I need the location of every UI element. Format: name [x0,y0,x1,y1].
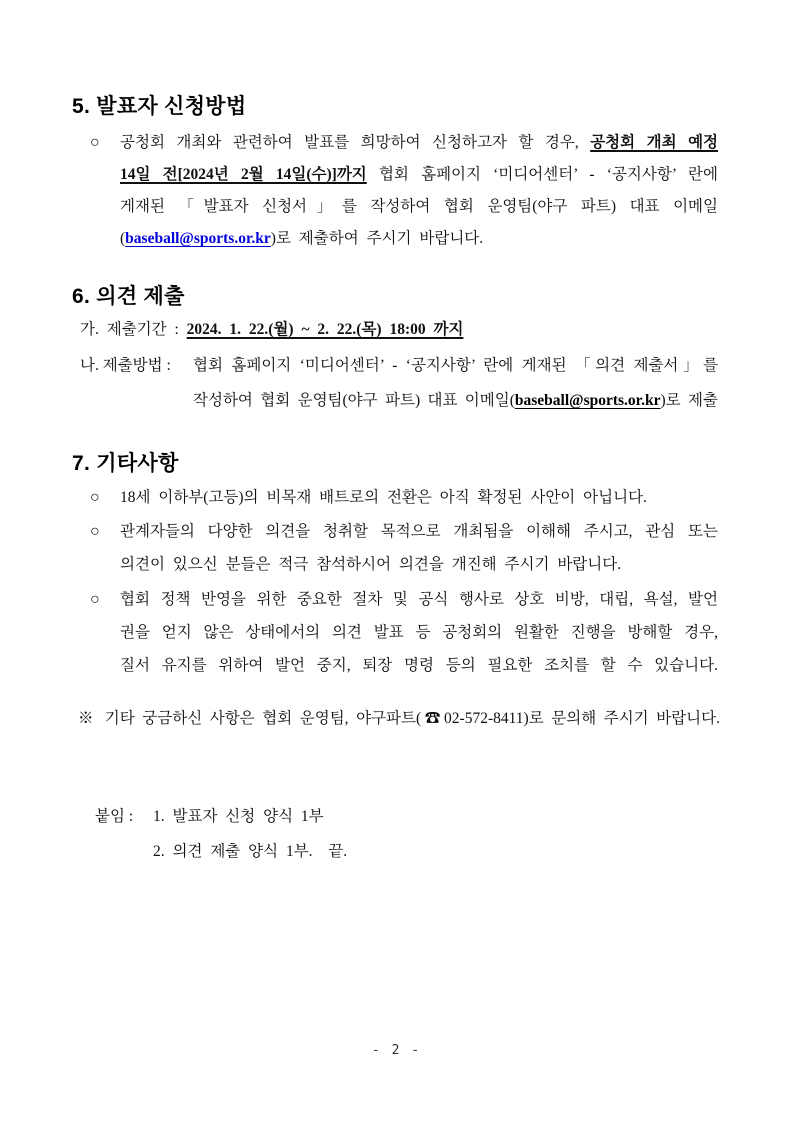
attachment-row-2 [95,834,347,869]
paragraph-line: 관계자들의 다양한 의견을 청취할 목적으로 개최됨을 이해해 주시고, 관심 또는 [120,523,718,540]
submission-period-value: 2024. 1. 22.(월) ~ 2. 22.(목) 18:00 까지 [186,321,464,338]
paragraph-line [193,383,718,418]
body-text-segment: ( [120,230,126,247]
body-text-segment: 협회 홈페이지 ‘미디어센터’ - ‘공지사항’ 란에 [366,166,718,183]
attachment-row-1 [95,799,347,834]
body-text-segment: 작성하여 협회 운영팀(야구 파트) 대표 이메일( [193,392,515,409]
paragraph-line [120,223,718,255]
submission-method-row [80,348,718,418]
inquiry-note: ※ 기타 궁금하신 사항은 협회 운영팀, 야구파트(☎02-572-8411)로 문의해 주시기 바랍니다. [78,710,720,727]
paragraph-line: 협회 홈페이지 ‘미디어센터’ - ‘공지사항’ 란에 게재된 「의견 제출서」를 [193,357,718,374]
paragraph-line: 의견이 있으신 분들은 적극 참석하시어 의견을 개진해 주시기 바랍니다. [120,556,622,573]
presenter-application-paragraph [90,127,718,255]
attachment-label: 붙임 : [95,808,138,825]
etc-bullet-2 [90,515,718,581]
circle-bullet-icon: ○ [90,523,100,540]
paragraph-line: 권을 얻지 않은 상태에서의 의견 발표 등 공청회의 원활한 진행을 방해할 경우, [120,624,718,641]
etc-bullet-1 [90,481,718,514]
body-text-segment: 공청회 개최와 관련하여 발표를 희망하여 신청하고자 할 경우, [120,134,591,151]
deadline-emphasis-end: 14일 전[2024년 2월 14일(수)]까지 [120,166,367,183]
opinion-email-link[interactable]: baseball@sports.or.kr [514,392,661,409]
body-text-segment: )로 제출하여 주시기 바랍니다. [270,230,484,247]
paragraph-line [120,159,718,191]
page-number: - 2 - [371,1043,422,1058]
submission-period-label: 가. 제출기간 : [80,321,187,338]
body-text-segment: )로 제출 [660,392,718,409]
paragraph-line [120,127,718,159]
submission-method-label: 나. 제출방법 : [80,357,175,374]
attachment-item-2: 2. 의견 제출 양식 1부. 끝. [153,843,348,860]
etc-bullet-list [90,481,718,682]
circle-bullet-icon: ○ [90,489,100,506]
etc-bullet-3 [90,583,718,682]
paragraph-line: 18세 이하부(고등)의 비목재 배트로의 전환은 아직 확정된 사안이 아닙니다. [120,489,647,506]
submission-period-row [80,313,463,346]
presenter-email-link[interactable]: baseball@sports.or.kr [125,230,271,247]
attachment-list [95,799,347,869]
paragraph-line: 협회 정책 반영을 위한 중요한 절차 및 공식 행사로 상호 비방, 대립, 욕설, 발언 [120,591,718,608]
section-6-heading: 6. 의견 제출 [72,285,185,308]
circle-bullet-icon: ○ [90,134,100,151]
section-7-heading: 7. 기타사항 [72,452,179,475]
section-5-heading: 5. 발표자 신청방법 [72,95,247,118]
attachment-item-1: 1. 발표자 신청 양식 1부 [153,808,324,825]
deadline-emphasis-start: 공청회 개최 예정 [590,134,719,151]
circle-bullet-icon: ○ [90,591,100,608]
paragraph-line: 게재된 「발표자 신청서」를 작성하여 협회 운영팀(야구 파트) 대표 이메일 [120,198,718,215]
paragraph-line: 질서 유지를 위하여 발언 중지, 퇴장 명령 등의 필요한 조치를 할 수 있습니다. [120,657,718,674]
